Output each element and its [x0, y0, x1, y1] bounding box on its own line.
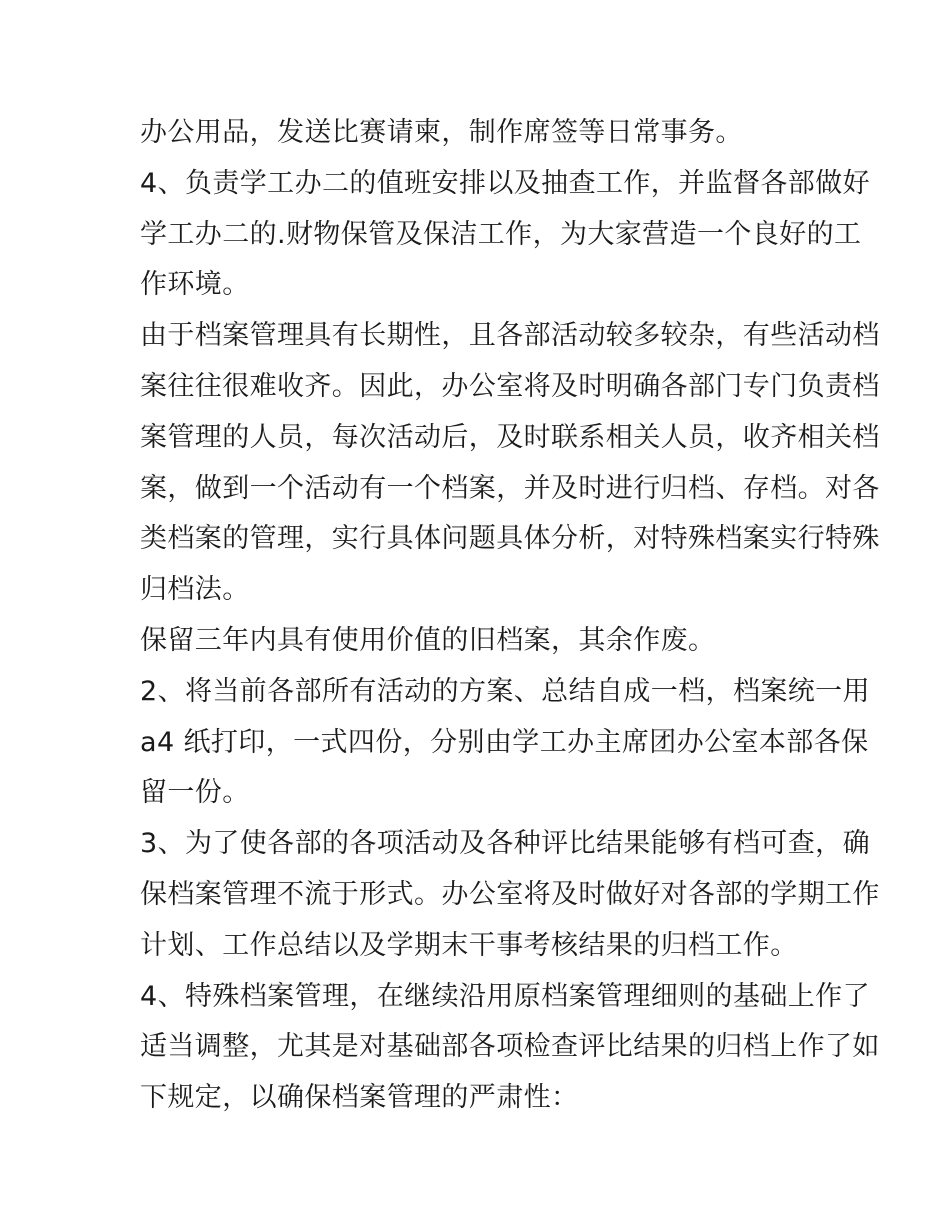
text-line: 类档案的管理，实行具体问题具体分析，对特殊档案实行特殊 [140, 523, 880, 555]
text-line: 计划、工作总结以及学期末干事考核结果的归档工作。 [140, 929, 798, 961]
text-line: 案管理的人员，每次活动后，及时联系相关人员，收齐相关档 [140, 421, 880, 453]
text-line: 4、特殊档案管理，在继续沿用原档案管理细则的基础上作了 [140, 980, 870, 1012]
text-line: 案往往很难收齐。因此，办公室将及时明确各部门专门负责档 [140, 370, 880, 402]
text-line: 由于档案管理具有长期性，且各部活动较多较杂，有些活动档 [140, 320, 880, 352]
text-line: 3、为了使各部的各项活动及各种评比结果能够有档可查，确 [140, 828, 870, 860]
text-line: 保档案管理不流于形式。办公室将及时做好对各部的学期工作 [140, 878, 880, 910]
text-line: 4、负责学工办二的值班安排以及抽查工作，并监督各部做好 [140, 167, 870, 199]
text-line: 归档法。 [140, 574, 250, 606]
text-line: 办公用品，发送比赛请柬，制作席签等日常事务。 [140, 117, 743, 148]
document-body [140, 108, 880, 1124]
text-line: 学工办二的.财物保管及保洁工作，为大家营造一个良好的工 [140, 218, 862, 250]
text-line: 保留三年内具有使用价值的旧档案，其余作废。 [140, 624, 716, 656]
text-line: 2、将当前各部所有活动的方案、总结自成一档，档案统一用 [140, 675, 870, 707]
text-line: 留一份。 [140, 777, 250, 809]
text-line: 案，做到一个活动有一个档案，并及时进行归档、存档。对各 [140, 472, 880, 504]
text-line: 适当调整，尤其是对基础部各项检查评比结果的归档上作了如 [140, 1031, 880, 1063]
text-line: a4 纸打印，一式四份，分别由学工办主席团办公室本部各保 [140, 726, 869, 758]
text-line: 作环境。 [140, 269, 250, 301]
text-line: 下规定，以确保档案管理的严肃性： [140, 1082, 579, 1114]
